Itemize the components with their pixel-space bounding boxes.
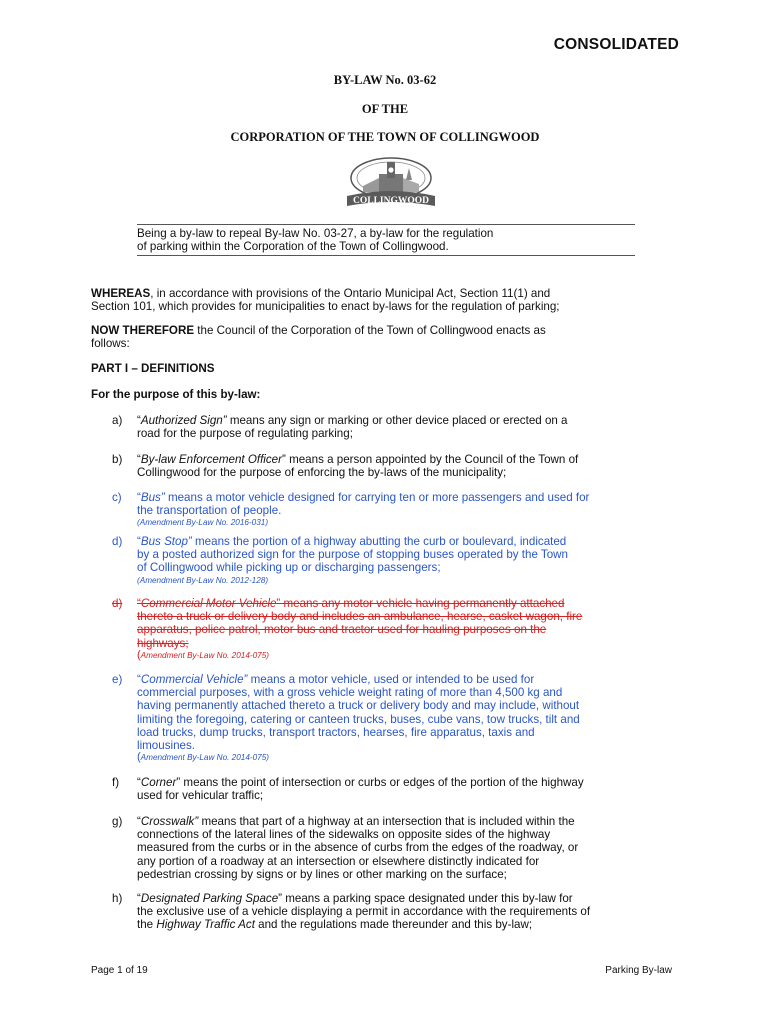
- highway-traffic-act: Highway Traffic Act: [156, 918, 255, 932]
- now-therefore-lead: NOW THEREFORE: [91, 324, 195, 337]
- open-quote: “: [137, 414, 141, 427]
- definition-g-line-1-text: means that part of a highway at an intersection that is included within the: [198, 815, 575, 828]
- definition-f-letter: f): [112, 776, 120, 789]
- definition-d-repealed-line-1: [137, 597, 682, 610]
- definition-f-term: Corner: [140, 776, 177, 789]
- definition-d-repealed-line-2: thereto a truck or delivery body and includes an ambulance, hearse, casket wagon, fire: [137, 610, 583, 624]
- whereas-line-2: Section 101, which provides for municipalities to enact by-laws for the regulation of parking;: [91, 300, 560, 313]
- open-quote: “: [137, 597, 141, 610]
- part-1-subheading: For the purpose of this by-law:: [91, 388, 261, 401]
- whereas-line-1-text: , in accordance with provisions of the Ontario Municipal Act, Section 11(1) and: [150, 287, 551, 300]
- definition-g-line-3: measured from the curbs or in the absence of curbs from the edges of the roadway, or: [137, 841, 579, 855]
- open-quote: “: [137, 453, 141, 466]
- definition-h: [137, 892, 682, 932]
- amendment-paren: (: [137, 648, 141, 661]
- definition-c-letter: c): [112, 491, 122, 504]
- whereas-lead: WHEREAS: [91, 287, 151, 300]
- definition-d-repealed-amendment: [137, 650, 682, 661]
- definition-g-letter: g): [112, 815, 123, 828]
- definition-e-line-3: having permanently attached thereto a truck or delivery body and may include, without: [137, 699, 580, 713]
- definition-c-term: Bus”: [140, 491, 165, 504]
- definition-b-line-1: [137, 453, 682, 466]
- definition-d-repealed-line-4: highways;: [137, 636, 189, 650]
- definition-d-repealed-line-3: apparatus, police patrol, motor bus and tractor used for hauling purposes on the: [137, 623, 547, 637]
- definition-d-repealed-term: Commercial Motor Vehicle: [140, 597, 277, 610]
- whereas-line-1: [91, 287, 550, 300]
- definition-h-line-3-pre: the: [137, 918, 157, 932]
- definition-e-line-5: load trucks, dump trucks, transport tractors, hearses, fire apparatus, taxis and: [137, 725, 535, 739]
- definition-g-line-4: any portion of a roadway at an intersection or elsewhere distinctly indicated for: [137, 854, 540, 868]
- intro-line-1: Being a by-law to repeal By-law No. 03-27, a by-law for the regulation: [137, 227, 494, 240]
- definition-a-line-2: road for the purpose of regulating parking;: [137, 427, 353, 441]
- definition-d-line-2: by a posted authorized sign for the purpose of stopping buses operated by the Town: [137, 548, 568, 562]
- definition-f-line-1-text: ” means the point of intersection or curbs or edges of the portion of the highway: [176, 776, 584, 789]
- definition-e-line-1: [137, 673, 682, 686]
- definition-b-term: By-law Enforcement Officer: [140, 453, 282, 466]
- definition-d-line-1: [137, 535, 682, 548]
- definition-e: [137, 673, 682, 763]
- definition-b-letter: b): [112, 453, 123, 466]
- definition-b-line-2: Collingwood for the purpose of enforcing the by-laws of the municipality;: [137, 466, 507, 480]
- definition-g-line-5: pedestrian crossing by signs or by lines or other marking on the surface;: [137, 867, 507, 881]
- amendment-text: Amendment By-Law No. 2014-075): [140, 650, 270, 660]
- definition-h-line-1-text: ” means a parking space designated under this by-law for: [278, 892, 573, 905]
- open-quote: “: [137, 535, 141, 548]
- open-quote: “: [137, 815, 141, 828]
- definition-e-line-4: limiting the foregoing, catering or canteen trucks, buses, cube vans, tow trucks, tilt and: [137, 712, 580, 726]
- definition-a-term: Authorized Sign”: [140, 414, 227, 427]
- definition-a: [137, 414, 682, 440]
- definition-d-term: Bus Stop”: [140, 535, 192, 548]
- definition-d-repealed-letter: d): [112, 597, 123, 610]
- now-therefore-line-1-text: the Council of the Corporation of the Town of Collingwood enacts as: [194, 324, 546, 337]
- now-therefore-line-1: [91, 324, 546, 337]
- amendment-text: Amendment By-Law No. 2014-075): [140, 753, 270, 763]
- definition-g-term: Crosswalk”: [140, 815, 199, 828]
- definition-a-line-1: [137, 414, 682, 427]
- definition-h-line-3: [137, 918, 682, 931]
- definition-d-repealed: [137, 597, 682, 661]
- definition-h-term: Designated Parking Space: [140, 892, 279, 905]
- definition-e-letter: e): [112, 673, 123, 686]
- definition-b: [137, 453, 682, 479]
- intro-line-2: of parking within the Corporation of the Town of Collingwood.: [137, 240, 449, 253]
- bylaw-number: BY-LAW No. 03-62: [333, 73, 437, 87]
- now-therefore-line-2: follows:: [91, 337, 130, 350]
- open-quote: “: [137, 892, 141, 905]
- definition-h-line-3-text: and the regulations made thereunder and this by-law;: [254, 918, 533, 932]
- part-1-heading: PART I – DEFINITIONS: [91, 362, 215, 375]
- amendment-paren: (: [137, 751, 141, 764]
- definition-f: [137, 776, 682, 802]
- definition-h-line-2: the exclusive use of a vehicle displaying a permit in accordance with the requirements of: [137, 905, 591, 919]
- open-quote: “: [137, 776, 141, 789]
- definition-e-term: Commercial Vehicle”: [140, 673, 248, 686]
- definition-d-letter: d): [112, 535, 123, 548]
- definition-g-line-1: [137, 815, 682, 828]
- open-quote: “: [137, 491, 141, 504]
- definition-e-line-6: limousines.: [137, 739, 195, 753]
- intro-top-rule: [137, 224, 635, 225]
- definition-a-line-1-text: means any sign or marking or other device placed or erected on a: [226, 414, 568, 427]
- definition-e-line-2: commercial purposes, with a gross vehicle weight rating of more than 4,500 kg and: [137, 686, 563, 700]
- consolidated-label: CONSOLIDATED: [553, 36, 679, 53]
- open-quote: “: [137, 673, 141, 686]
- definition-e-amendment: [137, 752, 682, 763]
- corporation-title: CORPORATION OF THE TOWN OF COLLINGWOOD: [230, 130, 540, 144]
- definition-d-line-1-text: means the portion of a highway abutting the curb or boulevard, indicated: [191, 535, 567, 548]
- definition-c-line-1: [137, 491, 682, 504]
- of-the-line: OF THE: [361, 102, 409, 116]
- definition-d-line-3: of Collingwood while picking up or discharging passengers;: [137, 561, 441, 575]
- definition-f-line-2: used for vehicular traffic;: [137, 789, 264, 803]
- definition-g: [137, 815, 682, 881]
- definition-c: [137, 491, 682, 528]
- definition-h-letter: h): [112, 892, 123, 905]
- definition-a-letter: a): [112, 414, 123, 427]
- definition-c-line-1-text: means a motor vehicle designed for carrying ten or more passengers and used for: [164, 491, 590, 504]
- definition-g-line-2: connections of the lateral lines of the sidewalks on opposite sides of the highway: [137, 828, 551, 842]
- definition-f-line-1: [137, 776, 682, 789]
- intro-bottom-rule: [137, 255, 635, 256]
- definition-h-line-1: [137, 892, 682, 905]
- logo-wordmark: COLLINGWOOD: [352, 196, 430, 206]
- collingwood-logo: [343, 156, 439, 208]
- definition-e-line-1-text: means a motor vehicle, used or intended to be used for: [247, 673, 535, 686]
- footer-title: Parking By-law: [605, 965, 672, 976]
- definition-d-amendment: (Amendment By-Law No. 2012-128): [137, 575, 269, 585]
- definition-c-amendment: (Amendment By-Law No. 2016-031): [137, 518, 269, 528]
- definition-b-line-1-text: ” means a person appointed by the Council of the Town of: [281, 453, 579, 466]
- definition-c-line-2: the transportation of people.: [137, 504, 282, 518]
- page-number: Page 1 of 19: [91, 965, 148, 976]
- definition-d-repealed-line-1-text: ” means any motor vehicle having permanently attached: [276, 597, 565, 610]
- definition-d: [137, 535, 682, 586]
